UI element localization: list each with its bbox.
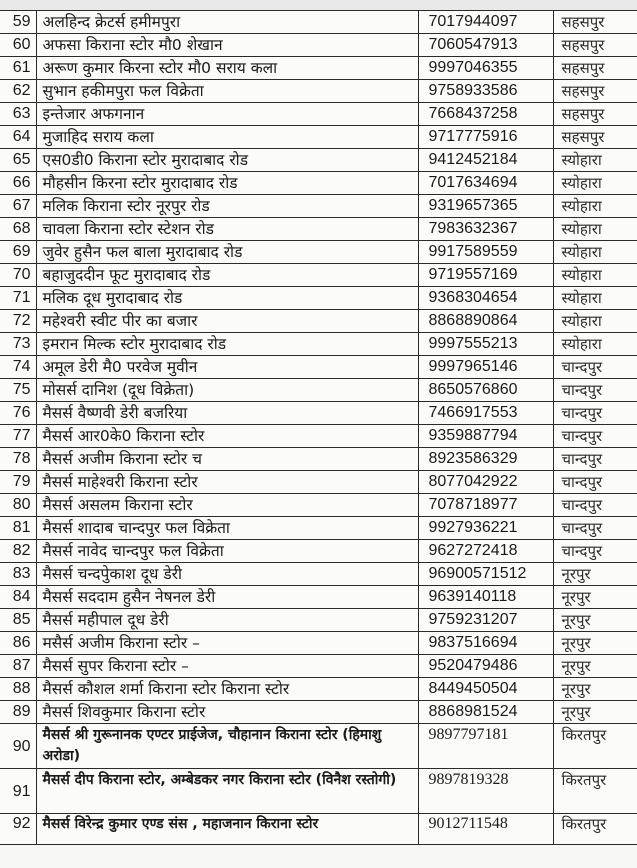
location-cell: स्योहारा (553, 195, 637, 218)
table-row (0, 241, 637, 264)
location-cell: चान्दपुर (553, 517, 637, 540)
table-row (0, 264, 637, 287)
vendor-name-cell: मैसर्स असलम किराना स्टोर (36, 494, 418, 517)
row-number-cell: 68 (0, 218, 36, 241)
location-cell: नूरपुर (553, 586, 637, 609)
location-cell: चान्दपुर (553, 448, 637, 471)
location-cell: स्योहारा (553, 287, 637, 310)
vendor-name-cell: मुजाहिद सराय कला (36, 126, 418, 149)
phone-number-cell: 9717775916 (418, 126, 553, 149)
location-cell: सहसपुर (553, 11, 637, 34)
phone-number-cell: 96900571512 (418, 563, 553, 586)
top-margin-band (0, 0, 637, 10)
phone-number-cell: 9627272418 (418, 540, 553, 563)
vendor-name-cell: मौहसीन किरना स्टोर मुरादाबाद रोड (36, 172, 418, 195)
table-row (0, 34, 637, 57)
row-number-cell: 79 (0, 471, 36, 494)
row-number-cell: 89 (0, 701, 36, 724)
vendor-name-cell: मलिक दूध मुरादाबाद रोड (36, 287, 418, 310)
vendor-name-cell: मैसर्स माहेश्वरी किराना स्टोर (36, 471, 418, 494)
vendor-name-cell: मोसर्स दानिश (दूध विक्रेता) (36, 379, 418, 402)
table-row (0, 814, 637, 845)
phone-number-cell: 9368304654 (418, 287, 553, 310)
phone-number-cell: 9758933586 (418, 80, 553, 103)
table-row (0, 356, 637, 379)
row-number-cell: 88 (0, 678, 36, 701)
row-number-cell: 71 (0, 287, 36, 310)
phone-number-cell: 9997046355 (418, 57, 553, 80)
row-number-cell: 72 (0, 310, 36, 333)
location-cell: सहसपुर (553, 57, 637, 80)
location-cell: चान्दपुर (553, 402, 637, 425)
location-cell: चान्दपुर (553, 356, 637, 379)
vendor-name-cell: मैसर्स वैष्णवी डेरी बजरिया (36, 402, 418, 425)
location-cell: स्योहारा (553, 264, 637, 287)
location-cell: स्योहारा (553, 218, 637, 241)
location-cell: नूरपुर (553, 632, 637, 655)
row-number-cell: 83 (0, 563, 36, 586)
vendor-name-cell: मैसर्स आर0के0 किराना स्टोर (36, 425, 418, 448)
phone-number-cell: 7017944097 (418, 11, 553, 34)
table-row (0, 769, 637, 814)
phone-number-cell: 9639140118 (418, 586, 553, 609)
phone-number-cell: 9917589559 (418, 241, 553, 264)
table-row (0, 402, 637, 425)
vendor-name-cell: बहाजुददीन फूट मुरादाबाद रोड (36, 264, 418, 287)
location-cell: नूरपुर (553, 563, 637, 586)
row-number-cell: 60 (0, 34, 36, 57)
table-row (0, 80, 637, 103)
phone-number-cell: 7983632367 (418, 218, 553, 241)
vendor-name-cell: इमरान मिल्क स्टोर मुरादाबाद रोड (36, 333, 418, 356)
table-row (0, 517, 637, 540)
row-number-cell: 91 (0, 769, 36, 814)
vendor-name-cell: सुभान हकीमपुरा फल विक्रेता (36, 80, 418, 103)
vendor-name-cell: अफसा किराना स्टोर मौ0 शेखान (36, 34, 418, 57)
vendor-name-cell: चावला किराना स्टोर स्टेशन रोड (36, 218, 418, 241)
location-cell: स्योहारा (553, 241, 637, 264)
vendor-name-cell: मैसर्स सुपर किराना स्टोर – (36, 655, 418, 678)
vendor-table-body (0, 11, 637, 845)
location-cell: नूरपुर (553, 609, 637, 632)
table-row (0, 149, 637, 172)
table-row (0, 701, 637, 724)
row-number-cell: 65 (0, 149, 36, 172)
location-cell: सहसपुर (553, 103, 637, 126)
vendor-name-cell: मैसर्स कौशल शर्मा किराना स्टोर किराना स्टोर (36, 678, 418, 701)
table-row (0, 379, 637, 402)
table-row (0, 448, 637, 471)
vendor-name-cell: अलहिन्द क्रेटर्स हमीमपुरा (36, 11, 418, 34)
location-cell: चान्दपुर (553, 471, 637, 494)
location-cell: स्योहारा (553, 172, 637, 195)
row-number-cell: 63 (0, 103, 36, 126)
row-number-cell: 66 (0, 172, 36, 195)
table-row (0, 57, 637, 80)
row-number-cell: 74 (0, 356, 36, 379)
table-row (0, 563, 637, 586)
row-number-cell: 75 (0, 379, 36, 402)
table-row (0, 333, 637, 356)
row-number-cell: 64 (0, 126, 36, 149)
table-row (0, 425, 637, 448)
table-row (0, 632, 637, 655)
table-row (0, 103, 637, 126)
table-row (0, 655, 637, 678)
table-row (0, 678, 637, 701)
row-number-cell: 69 (0, 241, 36, 264)
vendor-name-cell: मैसर्स श्री गुरूनानक एण्टर प्राईजेज, चौहानान किराना स्टोर (हिमाशु अरोडा) (36, 724, 418, 769)
location-cell: स्योहारा (553, 149, 637, 172)
phone-number-cell: 7466917553 (418, 402, 553, 425)
row-number-cell: 67 (0, 195, 36, 218)
phone-number-cell: 9759231207 (418, 609, 553, 632)
phone-number-cell: 9927936221 (418, 517, 553, 540)
row-number-cell: 73 (0, 333, 36, 356)
vendor-name-cell: मैसर्स सददाम हुसैन नेषनल डेरी (36, 586, 418, 609)
phone-number-cell: 7668437258 (418, 103, 553, 126)
table-row (0, 287, 637, 310)
vendor-name-cell: मैसर्स महीपाल दूध डेरी (36, 609, 418, 632)
phone-number-cell: 9719557169 (418, 264, 553, 287)
phone-number-cell: 7078718977 (418, 494, 553, 517)
row-number-cell: 78 (0, 448, 36, 471)
row-number-cell: 87 (0, 655, 36, 678)
location-cell: किरतपुर (553, 724, 637, 769)
vendor-name-cell: मैसर्स नावेद चान्दपुर फल विक्रेता (36, 540, 418, 563)
row-number-cell: 82 (0, 540, 36, 563)
row-number-cell: 61 (0, 57, 36, 80)
table-row (0, 586, 637, 609)
table-row (0, 540, 637, 563)
vendor-name-cell: मैसर्स विरेन्द्र कुमार एण्ड संस , महाजनान किराना स्टोर (36, 814, 418, 845)
vendor-name-cell: जुवेर हुसैन फल बाला मुरादाबाद रोड (36, 241, 418, 264)
phone-number-cell: 9012711548 (418, 814, 553, 845)
phone-number-cell: 8449450504 (418, 678, 553, 701)
table-row (0, 218, 637, 241)
phone-number-cell: 9897819328 (418, 769, 553, 814)
table-row (0, 609, 637, 632)
vendor-name-cell: मैसर्स दीप किराना स्टोर, अम्बेडकर नगर किराना स्टोर (विनैश रस्तोगी) (36, 769, 418, 814)
row-number-cell: 80 (0, 494, 36, 517)
table-row (0, 126, 637, 149)
table-row (0, 310, 637, 333)
vendor-name-cell: मैसर्स चन्दपेुकाश दूध डेरी (36, 563, 418, 586)
vendor-name-cell: मैसर्स अजीम किराना स्टोर च (36, 448, 418, 471)
row-number-cell: 85 (0, 609, 36, 632)
vendor-name-cell: मैसर्स शिवकुमार किराना स्टोर (36, 701, 418, 724)
phone-number-cell: 8868981524 (418, 701, 553, 724)
vendor-name-cell: अरूण कुमार किरना स्टोर मौ0 सराय कला (36, 57, 418, 80)
phone-number-cell: 8077042922 (418, 471, 553, 494)
row-number-cell: 62 (0, 80, 36, 103)
phone-number-cell: 9412452184 (418, 149, 553, 172)
phone-number-cell: 7017634694 (418, 172, 553, 195)
table-row (0, 172, 637, 195)
phone-number-cell: 9319657365 (418, 195, 553, 218)
table-row (0, 494, 637, 517)
table-row (0, 724, 637, 769)
phone-number-cell: 8868890864 (418, 310, 553, 333)
vendor-name-cell: मलिक किराना स्टोर नूरपुर रोड (36, 195, 418, 218)
location-cell: चान्दपुर (553, 494, 637, 517)
table-row (0, 471, 637, 494)
location-cell: किरतपुर (553, 814, 637, 845)
row-number-cell: 81 (0, 517, 36, 540)
phone-number-cell: 9520479486 (418, 655, 553, 678)
vendor-name-cell: मसैर्स अजीम किराना स्टोर – (36, 632, 418, 655)
phone-number-cell: 7060547913 (418, 34, 553, 57)
phone-number-cell: 8923586329 (418, 448, 553, 471)
vendor-name-cell: एस0डी0 किराना स्टोर मुरादाबाद रोड (36, 149, 418, 172)
location-cell: चान्दपुर (553, 425, 637, 448)
table-row (0, 195, 637, 218)
phone-number-cell: 8650576860 (418, 379, 553, 402)
phone-number-cell: 9897797181 (418, 724, 553, 769)
location-cell: नूरपुर (553, 678, 637, 701)
row-number-cell: 84 (0, 586, 36, 609)
table-row (0, 11, 637, 34)
location-cell: स्योहारा (553, 310, 637, 333)
location-cell: सहसपुर (553, 34, 637, 57)
location-cell: सहसपुर (553, 126, 637, 149)
phone-number-cell: 9997965146 (418, 356, 553, 379)
phone-number-cell: 9997555213 (418, 333, 553, 356)
location-cell: स्योहारा (553, 333, 637, 356)
location-cell: चान्दपुर (553, 540, 637, 563)
row-number-cell: 90 (0, 724, 36, 769)
location-cell: सहसपुर (553, 80, 637, 103)
location-cell: नूरपुर (553, 655, 637, 678)
row-number-cell: 86 (0, 632, 36, 655)
row-number-cell: 77 (0, 425, 36, 448)
location-cell: नूरपुर (553, 701, 637, 724)
vendor-name-cell: इन्तेजार अफगनान (36, 103, 418, 126)
row-number-cell: 92 (0, 814, 36, 845)
location-cell: चान्दपुर (553, 379, 637, 402)
row-number-cell: 70 (0, 264, 36, 287)
location-cell: किरतपुर (553, 769, 637, 814)
phone-number-cell: 9837516694 (418, 632, 553, 655)
row-number-cell: 59 (0, 11, 36, 34)
row-number-cell: 76 (0, 402, 36, 425)
vendor-table (0, 10, 637, 845)
vendor-name-cell: अमूल डेरी मै0 परवेज मुवीन (36, 356, 418, 379)
phone-number-cell: 9359887794 (418, 425, 553, 448)
vendor-name-cell: महेश्वरी स्वीट पीर का बजार (36, 310, 418, 333)
vendor-name-cell: मैसर्स शादाब चान्दपुर फल विक्रेता (36, 517, 418, 540)
